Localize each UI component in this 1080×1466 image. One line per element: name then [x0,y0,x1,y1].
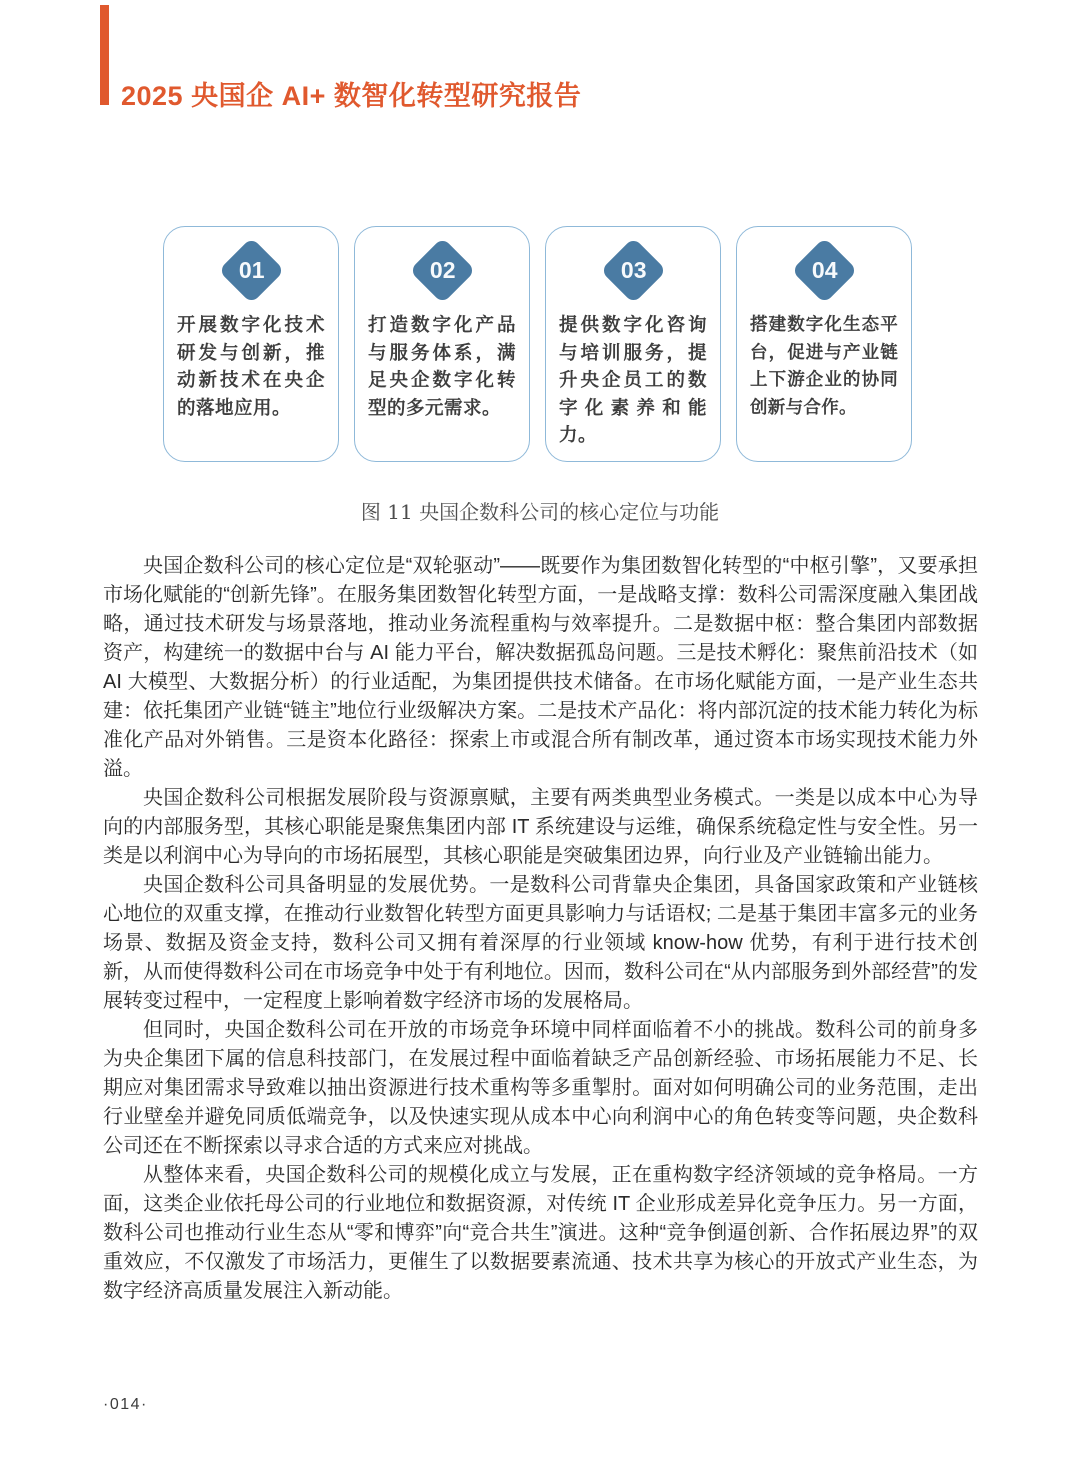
diamond-shape [600,237,666,303]
body-paragraph: 央国企数科公司根据发展阶段与资源禀赋，主要有两类典型业务模式。一类是以成本中心为导向的内部服务型，其核心职能是聚焦集团内部 IT 系统建设与运维，确保系统稳定性与安全性。另一类是以利润中心为导向的市场拓展型，其核心职能是突破集团边界，向行业及产业链输出能力。 [103,787,978,867]
diamond-badge-4 [790,236,858,304]
body-paragraph: 但同时，央国企数科公司在开放的市场竞争环境中同样面临着不小的挑战。数科公司的前身多为央企集团下属的信息科技部门，在发展过程中面临着缺乏产品创新经验、市场拓展能力不足、长期应对集团需求导致难以抽出资源进行技术重构等多重掣肘。面对如何明确公司的业务范围，走出行业壁垒并避免同质低端竞争，以及快速实现从成本中心向利润中心的角色转变等问题，央企数科公司还在不断探索以寻求合适的方式来应对挑战。 [103,1019,978,1157]
body-paragraph: 央国企数科公司具备明显的发展优势。一是数科公司背靠央企集团，具备国家政策和产业链核心地位的双重支撑，在推动行业数智化转型方面更具影响力与话语权; 二是基于集团丰富多元的业务场景、数据及资金支持，数科公司又拥有着深厚的行业领域 know-how 优势，有利于进行技术创新，从而使得数科公司在市场竞争中处于有利地位。因而，数科公司在“从内部服务到外部经营”的发展转变过程中，一定程度上影响着数字经济市场的发展格局。 [103,874,978,1012]
function-card-3 [545,226,721,462]
diamond-badge-2 [408,236,476,304]
card-number: 04 [811,256,837,283]
card-text: 搭建数字化生态平台，促进与产业链上下游企业的协同创新与合作。 [750,314,898,417]
page-title: 2025 央国企 AI+ 数智化转型研究报告 [121,81,582,111]
figure-caption: 图 11 央国企数科公司的核心定位与功能 [360,500,720,524]
card-text: 提供数字化咨询与培训服务，提升央企员工的数字化素养和能力。 [559,314,707,445]
body-paragraph: 从整体来看，央国企数科公司的规模化成立与发展，正在重构数字经济领域的竞争格局。一方面，这类企业依托母公司的行业地位和数据资源，对传统 IT 企业形成差异化竞争压力。另一方面，数科公司也推动行业生态从“零和博弈”向“竞合共生”演进。这种“竞争倒逼创新、合作拓展边界”的双重效应，不仅激发了市场活力，更催生了以数据要素流通、技术共享为核心的开放式产业生态，为数字经济高质量发展注入新动能。 [103,1164,978,1302]
page-number: ·014· [103,1396,148,1413]
card-text: 打造数字化产品与服务体系，满足央企数字化转型的多元需求。 [368,314,516,418]
diamond-shape [791,237,857,303]
body-paragraph: 央国企数科公司的核心定位是“双轮驱动”——既要作为集团数智化转型的“中枢引擎”，又要承担市场化赋能的“创新先锋”。在服务集团数智化转型方面，一是战略支撑：数科公司需深度融入集团战略，通过技术研发与场景落地，推动业务流程重构与效率提升。二是数据中枢：整合集团内部数据资产，构建统一的数据中台与 AI 能力平台，解决数据孤岛问题。三是技术孵化：聚焦前沿技术（如 AI 大模型、大数据分析）的行业适配，为集团提供技术储备。在市场化赋能方面，一是产业生态共建：依托集团产业链“链主”地位行业级解决方案。二是技术产品化：将内部沉淀的技术能力转化为标准化产品对外销售。三是资本化路径：探索上市或混合所有制改革，通过资本市场实现技术能力外溢。 [103,555,978,780]
function-card-4 [736,226,912,462]
diamond-badge-3 [599,236,667,304]
card-number: 02 [429,256,455,283]
function-card-2 [354,226,530,462]
diamond-shape [409,237,475,303]
diamond-shape [218,237,284,303]
card-text: 开展数字化技术研发与创新，推动新技术在央企的落地应用。 [177,314,325,418]
function-card-1 [163,226,339,462]
header-accent-bar [100,5,109,105]
card-number: 01 [238,256,264,283]
body-text-block [103,552,978,1306]
core-functions-figure [163,226,912,462]
card-number: 03 [620,256,646,283]
diamond-badge-1 [217,236,285,304]
